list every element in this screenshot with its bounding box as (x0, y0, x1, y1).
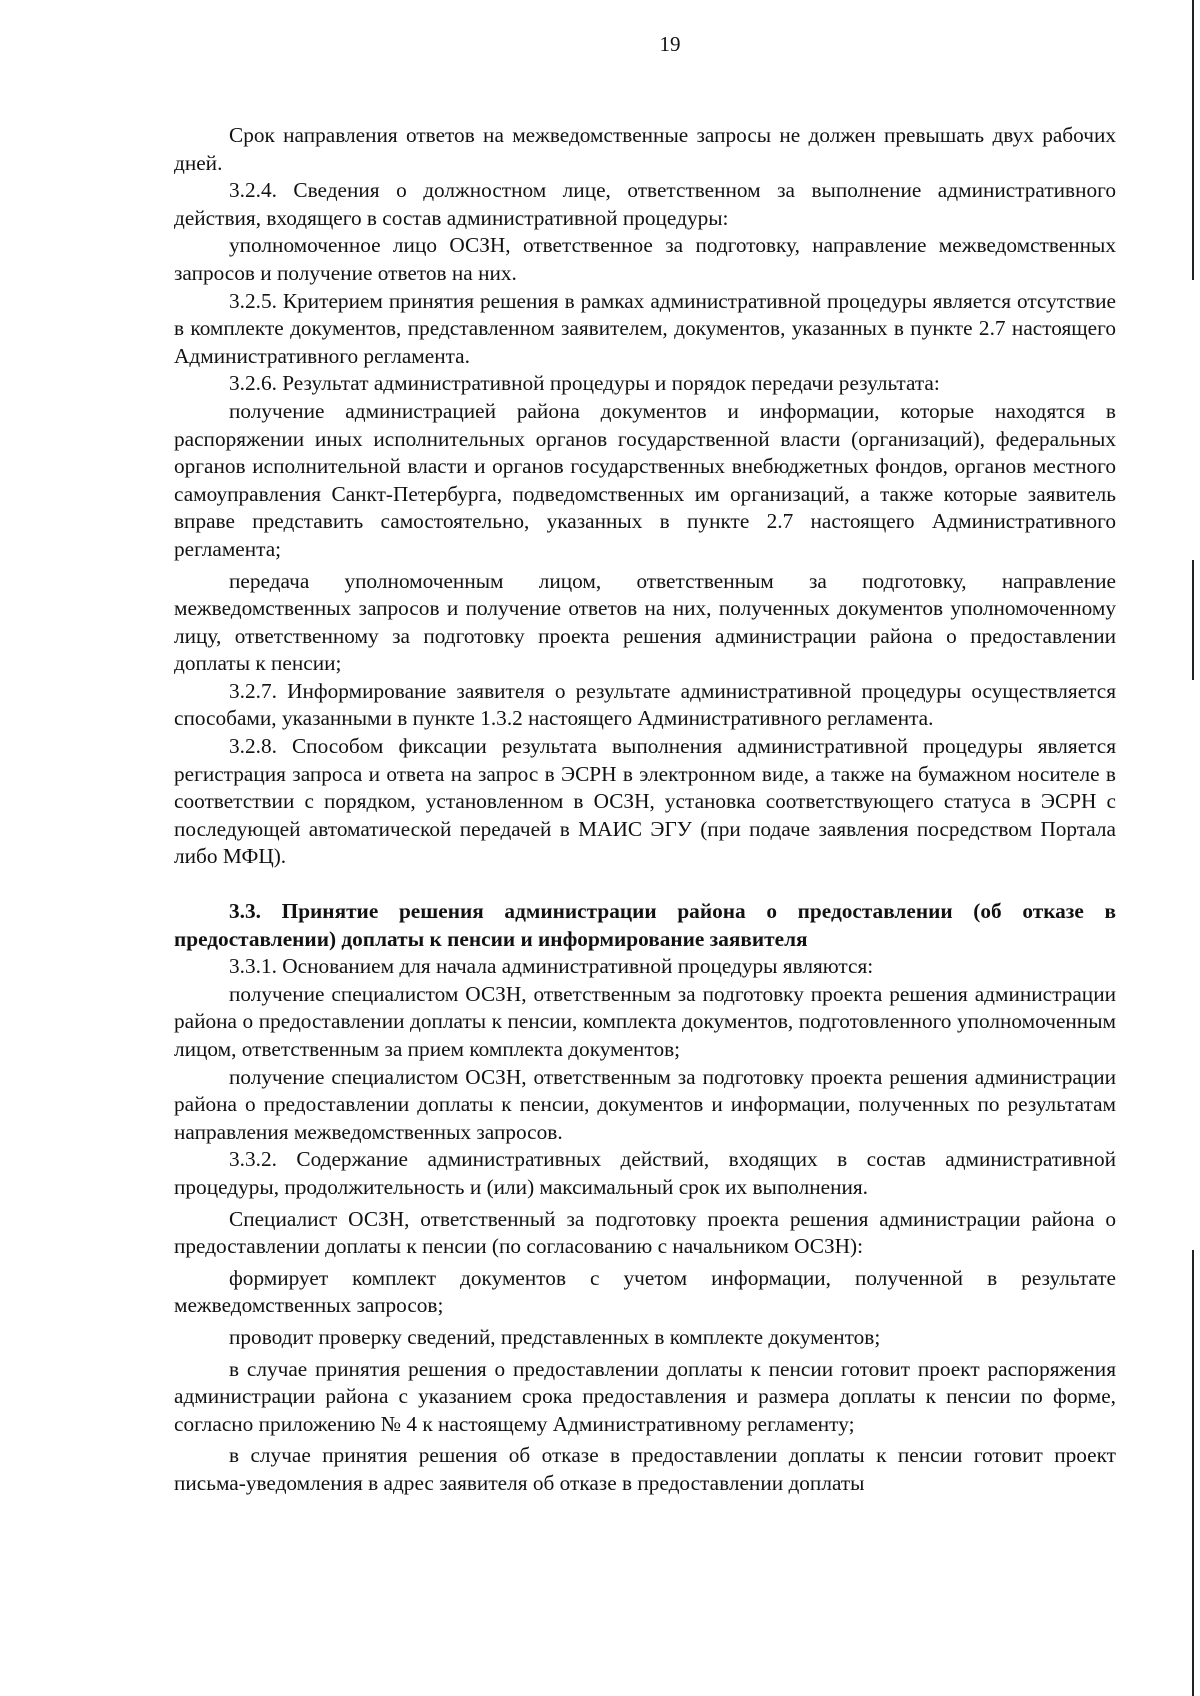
document-body (174, 122, 1116, 1498)
paragraph: 3.2.6. Результат административной процедуры и порядок передачи результата: (229, 371, 940, 396)
paragraph: 3.3.2. Содержание административных действий, входящих в состав административной процедуры, продолжительность и (или) максимальный срок их выполнения. (174, 1147, 1116, 1199)
scan-edge-line (1192, 1250, 1194, 1696)
paragraph: передача уполномоченным лицом, ответственным за подготовку, направление межведомственных запросов и получение ответов на них, полученных документов уполномоченному лицу, ответственному за подготовку проекта решения администрации района о предоставлении доплаты к пенсии; (174, 568, 1116, 676)
paragraph: получение администрацией района документов и информации, которые находятся в распоряжении иных исполнительных органов государственной власти (организаций), федеральных органов исполнительной власти и органов государственных внебюджетных фондов, органов местного самоуправления Санкт-Петербурга, подведомственных им организаций, а также которые заявитель вправе представить самостоятельно, указанных в пункте 2.7 настоящего Административного регламента; (174, 398, 1116, 561)
paragraph: формирует комплект документов с учетом информации, полученной в результате межведомственных запросов; (174, 1265, 1116, 1318)
paragraph: уполномоченное лицо ОСЗН, ответственное за подготовку, направление межведомственных запросов и получение ответов на них. (174, 233, 1116, 285)
section-heading: 3.3. Принятие решения администрации района о предоставлении (об отказе в предоставлении) доплаты к пенсии и информирование заявителя (174, 899, 1116, 951)
paragraph: 3.2.8. Способом фиксации результата выполнения административной процедуры является регистрация запроса и ответа на запрос в ЭСРН в электронном виде, а также на бумажном носителе в соответствии с порядком, установленном в ОСЗН, установка соответствующего статуса в ЭСРН с последующей автоматической передачей в МАИС ЭГУ (при подаче заявления посредством Портала либо МФЦ). (174, 734, 1116, 869)
paragraph: 3.2.7. Информирование заявителя о результате административной процедуры осуществляется способами, указанными в пункте 1.3.2 настоящего Административного регламента. (174, 678, 1116, 731)
paragraph: 3.2.4. Сведения о должностном лице, ответственном за выполнение административного действия, входящего в состав административной процедуры: (174, 178, 1116, 230)
paragraph: проводит проверку сведений, представленных в комплекте документов; (229, 1324, 881, 1349)
paragraph: получение специалистом ОСЗН, ответственным за подготовку проекта решения администрации района о предоставлении доплаты к пенсии, документов и информации, полученных по результатам направления межведомственных запросов. (174, 1064, 1116, 1144)
paragraph: 3.3.1. Основанием для начала административной процедуры являются: (229, 954, 874, 979)
paragraph: 3.2.5. Критерием принятия решения в рамках административной процедуры является отсутствие в комплекте документов, представленном заявителем, документов, указанных в пункте 2.7 настоящего Административного регламента. (174, 288, 1116, 368)
scan-edge-line (1192, 0, 1194, 280)
paragraph: в случае принятия решения о предоставлении доплаты к пенсии готовит проект распоряжения администрации района с указанием срока предоставления и размера доплаты к пенсии по форме, согласно приложению № 4 к настоящему Административному регламенту; (174, 1356, 1116, 1436)
paragraph: Срок направления ответов на межведомственные запросы не должен превышать двух рабочих дней. (174, 123, 1116, 175)
paragraph: в случае принятия решения об отказе в предоставлении доплаты к пенсии готовит проект письма-уведомления в адрес заявителя об отказе в предоставлении доплаты (174, 1443, 1116, 1495)
scan-edge-line (1192, 560, 1194, 680)
page-number: 19 (659, 32, 681, 56)
paragraph: получение специалистом ОСЗН, ответственным за подготовку проекта решения администрации района о предоставлении доплаты к пенсии, комплекта документов, подготовленного уполномоченным лицом, ответственным за прием комплекта документов; (174, 981, 1116, 1061)
paragraph: Специалист ОСЗН, ответственный за подготовку проекта решения администрации района о предоставлении доплаты к пенсии (по согласованию с начальником ОСЗН): (174, 1206, 1116, 1259)
